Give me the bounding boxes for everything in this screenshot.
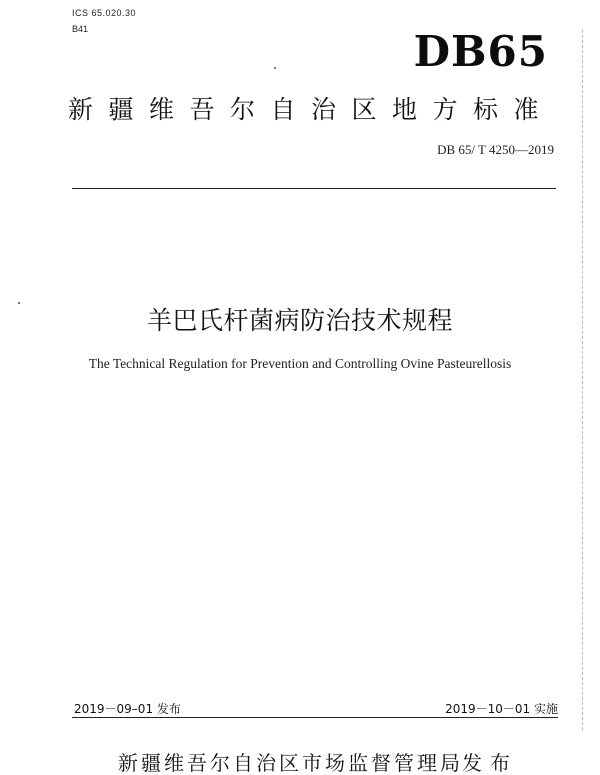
scan-edge-line <box>582 30 583 730</box>
publish-date: 2019－09–01 发布 <box>74 702 181 716</box>
standard-logo: DB65 <box>413 27 548 76</box>
ics-code: ICS 65.020.30 <box>72 8 137 18</box>
top-divider <box>72 188 556 189</box>
issuing-authority: 新疆维吾尔自治区市场监督管理局 <box>118 751 463 775</box>
scan-speck <box>274 67 276 69</box>
bottom-divider <box>72 717 558 718</box>
standard-number: DB 65/ T 4250—2019 <box>437 142 554 157</box>
standard-type: 新疆维吾尔自治区地方标准 <box>68 95 555 124</box>
implement-date: 2019－10－01 实施 <box>445 702 558 716</box>
classification-code: B41 <box>72 24 89 34</box>
issue-label: 发布 <box>462 751 518 775</box>
document-title-chinese: 羊巴氏杆菌病防治技术规程 <box>146 306 453 335</box>
document-title-english: The Technical Regulation for Prevention and Controlling Ovine Pasteurellosis <box>88 356 512 371</box>
